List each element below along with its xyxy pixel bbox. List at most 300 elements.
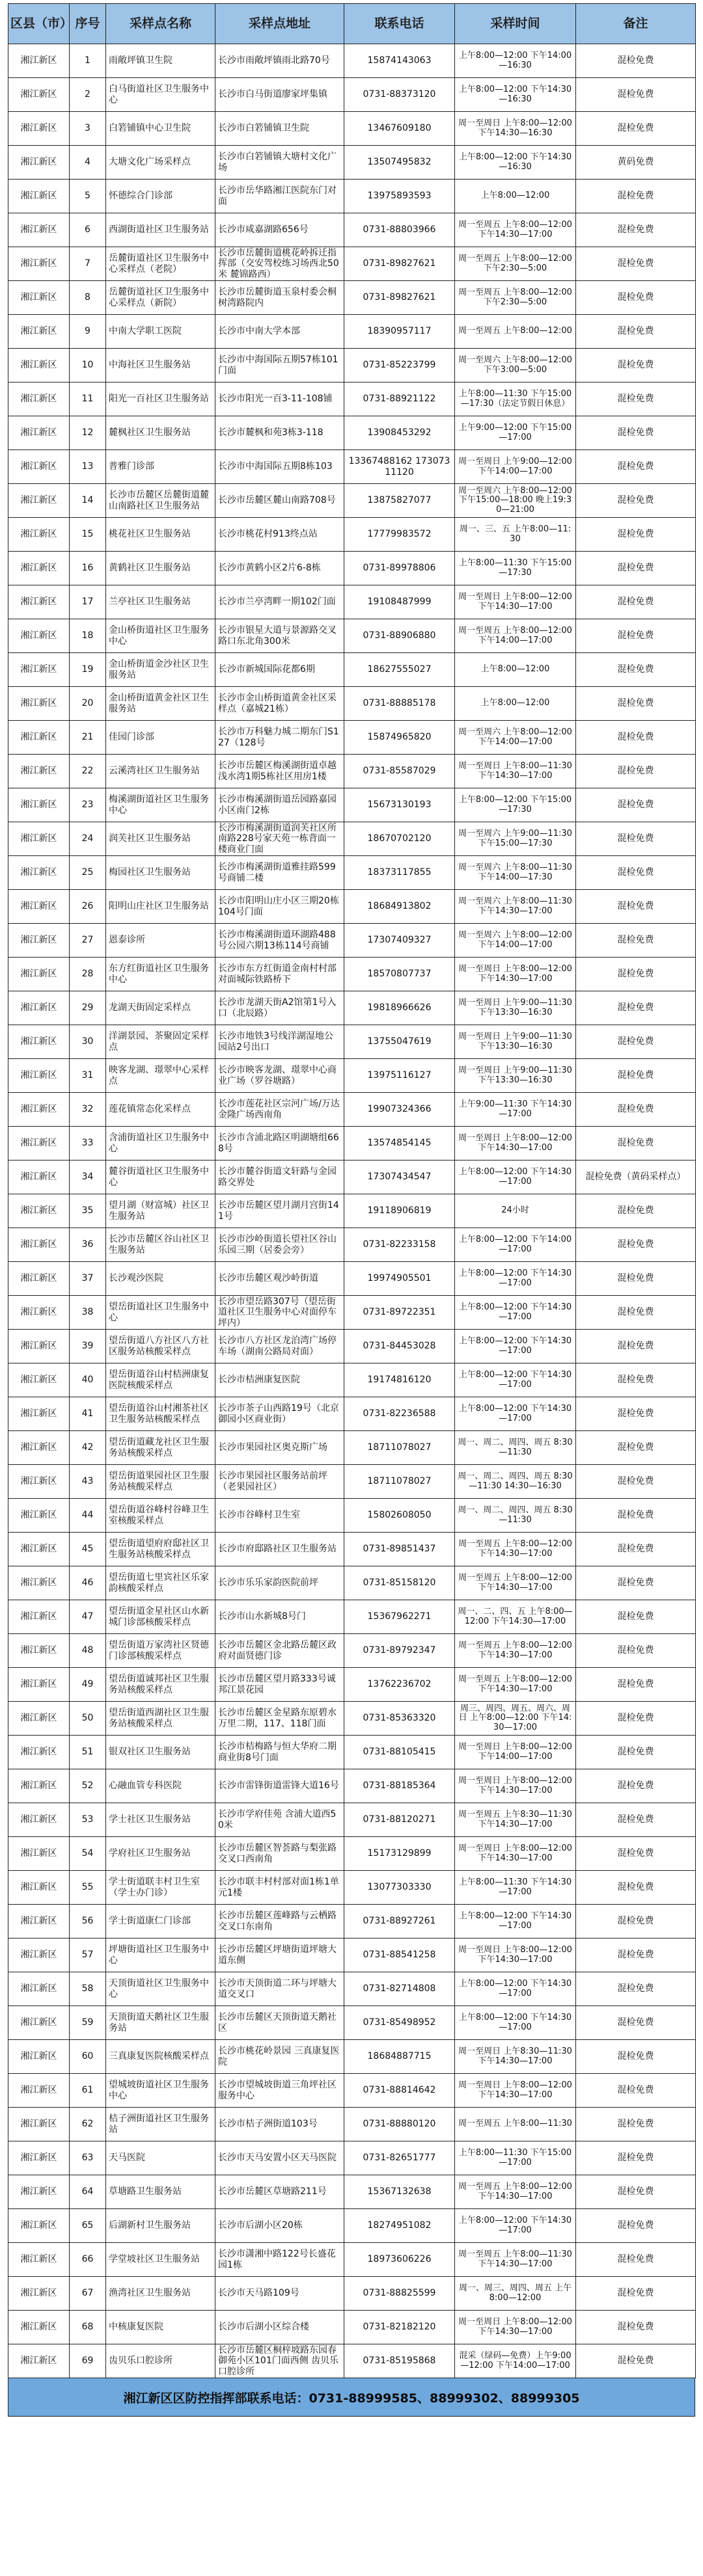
cell-name: 望岳街道果园社区卫生服务站核酸采样点	[106, 1465, 215, 1499]
cell-note: 混检免费	[576, 2006, 696, 2040]
cell-time: 上午8:00—12:00 下午14:30—17:00	[455, 1905, 576, 1939]
cell-phone: 19108487999	[344, 585, 455, 619]
cell-district: 湘江新区	[8, 1668, 70, 1702]
cell-name: 望岳街道社区卫生服务中心	[106, 1296, 215, 1330]
cell-phone: 13975893593	[344, 180, 455, 213]
cell-address: 长沙市中南大学本部	[215, 315, 344, 349]
table-row	[8, 416, 696, 450]
cell-district: 湘江新区	[8, 44, 70, 78]
cell-phone: 19974905501	[344, 1262, 455, 1296]
cell-phone: 0731-88927261	[344, 1905, 455, 1939]
cell-name: 望岳街道诚邦社区卫生服务站核酸采样点	[106, 1668, 215, 1702]
cell-time: 周一至周日 上午8:30—11:30 下午14:30—17:00	[455, 2040, 576, 2074]
cell-phone: 18274951082	[344, 2209, 455, 2243]
table-row	[8, 755, 696, 788]
cell-time: 周一至周五 上午8:00—12:00 下午14:30—17:00	[455, 1566, 576, 1600]
cell-time: 周一至周五 上午8:00—11:30 下午14:30—17:00	[455, 2243, 576, 2277]
cell-name: 望岳街道谷山村桔洲康复医院核酸采样点	[106, 1363, 215, 1397]
cell-district: 湘江新区	[8, 856, 70, 890]
cell-district: 湘江新区	[8, 2141, 70, 2175]
cell-seq: 20	[70, 687, 106, 721]
cell-address: 长沙市咸嘉湖路656号	[215, 213, 344, 247]
table-row	[8, 349, 696, 382]
cell-phone: 19174816120	[344, 1363, 455, 1397]
cell-seq: 34	[70, 1161, 106, 1194]
cell-note: 混检免费	[576, 484, 696, 518]
cell-note: 混检免费	[576, 450, 696, 484]
cell-address: 长沙市黄鹤小区2片6-8栋	[215, 552, 344, 585]
cell-note: 混检免费	[576, 1972, 696, 2006]
cell-note: 混检免费（黄码采样点）	[576, 1161, 696, 1194]
cell-district: 湘江新区	[8, 518, 70, 552]
cell-district: 湘江新区	[8, 1431, 70, 1465]
cell-district: 湘江新区	[8, 1533, 70, 1566]
cell-seq: 39	[70, 1330, 106, 1363]
cell-time: 上午8:00—12:00 下午15:00—17:30	[455, 788, 576, 822]
table-row	[8, 281, 696, 315]
cell-phone: 13367488162 17307311120	[344, 450, 455, 484]
cell-phone: 0731-82182120	[344, 2311, 455, 2344]
table-body	[8, 44, 696, 2378]
cell-address: 长沙市果园社区奥克斯广场	[215, 1431, 344, 1465]
cell-district: 湘江新区	[8, 1600, 70, 1634]
table-row	[8, 721, 696, 755]
cell-name: 望岳街道七里宾社区乐家韵核酸采样点	[106, 1566, 215, 1600]
cell-address: 长沙市桔子洲街道103号	[215, 2108, 344, 2141]
cell-time: 周一至周五 上午8:00—12:00 下午14:30—17:00	[455, 1668, 576, 1702]
table-row	[8, 585, 696, 619]
cell-name: 望岳街道谷峰村谷峰卫生室核酸采样点	[106, 1499, 215, 1533]
table-row	[8, 2074, 696, 2108]
footer-contact: 湘江新区区防控指挥部联系电话：0731-88999585、88999302、88999305	[8, 2378, 695, 2417]
cell-phone: 0731-84453028	[344, 1330, 455, 1363]
cell-note: 混检免费	[576, 112, 696, 146]
cell-note: 混检免费	[576, 1093, 696, 1127]
cell-address: 长沙市梅溪湖街道岳园路嘉园小区南门2栋	[215, 788, 344, 822]
cell-name: 中海社区卫生服务站	[106, 349, 215, 382]
cell-seq: 40	[70, 1363, 106, 1397]
cell-note: 混检免费	[576, 822, 696, 856]
cell-seq: 58	[70, 1972, 106, 2006]
header-phone: 联系电话	[344, 4, 455, 44]
cell-address: 长沙市岳麓区莲峰路与云栖路交叉口东南角	[215, 1905, 344, 1939]
cell-note: 混检免费	[576, 1702, 696, 1736]
cell-address: 长沙市府邸路社区卫生服务站	[215, 1533, 344, 1566]
cell-seq: 55	[70, 1871, 106, 1905]
cell-address: 长沙市岳麓区金星路东原碧水万里二期，117、118门面	[215, 1702, 344, 1736]
table-row	[8, 146, 696, 180]
cell-district: 湘江新区	[8, 585, 70, 619]
header-row	[8, 4, 696, 44]
cell-address: 长沙市梅溪湖街道环湖路488号公园六期13栋114号商铺	[215, 924, 344, 958]
cell-phone: 15173129899	[344, 1837, 455, 1871]
cell-seq: 5	[70, 180, 106, 213]
cell-name: 莲花镇常态化采样点	[106, 1093, 215, 1127]
cell-name: 兰亭社区卫生服务站	[106, 585, 215, 619]
cell-name: 天顶街道社区卫生服务中心	[106, 1972, 215, 2006]
cell-name: 含浦街道社区卫生服务中心	[106, 1127, 215, 1161]
cell-note: 混检免费	[576, 1533, 696, 1566]
cell-district: 湘江新区	[8, 1330, 70, 1363]
cell-time: 上午8:00—12:00 下午14:30—17:00	[455, 1972, 576, 2006]
cell-address: 长沙市乐乐家韵医院前坪	[215, 1566, 344, 1600]
cell-note: 混检免费	[576, 1905, 696, 1939]
cell-address: 长沙市新城国际花都6期	[215, 653, 344, 687]
cell-district: 湘江新区	[8, 1262, 70, 1296]
cell-note: 混检免费	[576, 1025, 696, 1059]
cell-seq: 54	[70, 1837, 106, 1871]
cell-seq: 17	[70, 585, 106, 619]
cell-phone: 17307409327	[344, 924, 455, 958]
cell-phone: 15367132638	[344, 2175, 455, 2209]
cell-address: 长沙市梅溪湖街道润芙社区所南路228号家天苑一栋背面一楼商业门面	[215, 822, 344, 856]
cell-seq: 2	[70, 78, 106, 112]
cell-address: 长沙市金山桥街道黄金社区采样点（嘉城21栋）	[215, 687, 344, 721]
cell-phone: 18684913802	[344, 890, 455, 924]
cell-note: 混检免费	[576, 1059, 696, 1093]
cell-address: 长沙市白箬铺镇大塘村文化广场	[215, 146, 344, 180]
cell-phone: 18973606226	[344, 2243, 455, 2277]
cell-time: 周一至周六 上午8:00—11:30 下午14:30—17:00	[455, 890, 576, 924]
cell-address: 长沙市茶子山西路19号（北京御园小区商业街）	[215, 1397, 344, 1431]
cell-seq: 22	[70, 755, 106, 788]
cell-name: 望城坡街道社区卫生服务中心	[106, 2074, 215, 2108]
cell-seq: 35	[70, 1194, 106, 1228]
cell-phone: 0731-85587029	[344, 755, 455, 788]
cell-seq: 15	[70, 518, 106, 552]
cell-phone: 18627555027	[344, 653, 455, 687]
cell-district: 湘江新区	[8, 2311, 70, 2344]
cell-seq: 61	[70, 2074, 106, 2108]
cell-address: 长沙市莲花社区宗河广场/万达金隆广场西南角	[215, 1093, 344, 1127]
cell-note: 混检免费	[576, 2277, 696, 2311]
cell-time: 周一至周日 上午8:00—12:00 下午14:30—17:00	[455, 1769, 576, 1803]
cell-district: 湘江新区	[8, 1296, 70, 1330]
cell-seq: 3	[70, 112, 106, 146]
cell-note: 混检免费	[576, 1330, 696, 1363]
cell-name: 望岳街道谷山村湘茶社区卫生服务站核酸采样点	[106, 1397, 215, 1431]
cell-time: 周一至周六 上午8:00—12:00 下午14:00—17:00	[455, 721, 576, 755]
cell-note: 混检免费	[576, 2040, 696, 2074]
cell-note: 混检免费	[576, 2108, 696, 2141]
cell-name: 金山桥街道社区卫生服务中心	[106, 619, 215, 653]
cell-name: 麓枫社区卫生服务站	[106, 416, 215, 450]
cell-phone: 0731-88814642	[344, 2074, 455, 2108]
cell-phone: 0731-89827621	[344, 247, 455, 281]
cell-seq: 57	[70, 1939, 106, 1972]
cell-seq: 48	[70, 1634, 106, 1668]
cell-time: 周一至周日 上午9:00—11:30 下午13:30—16:30	[455, 1059, 576, 1093]
cell-note: 混检免费	[576, 1127, 696, 1161]
cell-address: 长沙市岳麓街道桃花岭拆迁指挥部（交安驾校练习场西北50米 麓锦路西）	[215, 247, 344, 281]
cell-phone: 0731-85223799	[344, 349, 455, 382]
cell-time: 周一至周日 上午8:00—12:00 下午14:30—17:00	[455, 2311, 576, 2344]
table-row	[8, 2006, 696, 2040]
cell-phone: 0731-85158120	[344, 1566, 455, 1600]
cell-district: 湘江新区	[8, 213, 70, 247]
table-row	[8, 1939, 696, 1972]
table-row	[8, 991, 696, 1025]
cell-note: 混检免费	[576, 1939, 696, 1972]
cell-address: 长沙市山水新城8号门	[215, 1600, 344, 1634]
cell-name: 金山桥街道金沙社区卫生服务站	[106, 653, 215, 687]
cell-seq: 50	[70, 1702, 106, 1736]
table-row	[8, 1093, 696, 1127]
cell-name: 中核康复医院	[106, 2311, 215, 2344]
cell-district: 湘江新区	[8, 1769, 70, 1803]
cell-district: 湘江新区	[8, 788, 70, 822]
table-row	[8, 788, 696, 822]
cell-district: 湘江新区	[8, 1465, 70, 1499]
table-row	[8, 856, 696, 890]
cell-address: 长沙市岳华路湘江医院东门对面	[215, 180, 344, 213]
cell-district: 湘江新区	[8, 1059, 70, 1093]
cell-note: 混检免费	[576, 1431, 696, 1465]
cell-name: 长沙观沙医院	[106, 1262, 215, 1296]
cell-phone: 0731-89851437	[344, 1533, 455, 1566]
cell-note: 混检免费	[576, 2141, 696, 2175]
cell-phone: 0731-88906880	[344, 619, 455, 653]
cell-phone: 0731-88541258	[344, 1939, 455, 1972]
cell-address: 长沙市岳麓区望月湖月宫街141号	[215, 1194, 344, 1228]
cell-name: 天顶街道天鹅社区卫生服务站	[106, 2006, 215, 2040]
cell-time: 周一至周六 上午9:00—11:30 下午15:00—17:30	[455, 822, 576, 856]
cell-note: 混检免费	[576, 1871, 696, 1905]
cell-name: 学士社区卫生服务站	[106, 1803, 215, 1837]
cell-name: 麓谷街道社区卫生服务中心	[106, 1161, 215, 1194]
cell-time: 上午8:00—11:30 下午15:00—17:30（法定节假日休息）	[455, 382, 576, 416]
cell-time: 周一、周三、周四、周五 上午8:00—12:00	[455, 2277, 576, 2311]
cell-district: 湘江新区	[8, 1127, 70, 1161]
cell-phone: 18684887715	[344, 2040, 455, 2074]
cell-address: 长沙市天顶街道二环与坪塘大道交叉口	[215, 1972, 344, 2006]
table-row	[8, 2141, 696, 2175]
header-seq: 序号	[70, 4, 106, 44]
cell-seq: 10	[70, 349, 106, 382]
cell-note: 混检免费	[576, 78, 696, 112]
table-row	[8, 890, 696, 924]
cell-district: 湘江新区	[8, 2074, 70, 2108]
cell-address: 长沙市麓枫和苑3栋3-118	[215, 416, 344, 450]
cell-note: 混检免费	[576, 315, 696, 349]
cell-district: 湘江新区	[8, 2040, 70, 2074]
cell-note: 混检免费	[576, 653, 696, 687]
cell-note: 混检免费	[576, 416, 696, 450]
cell-name: 后湖新村卫生服务站	[106, 2209, 215, 2243]
cell-time: 周一至周日 上午9:00—12:00 下午14:00—17:00	[455, 450, 576, 484]
cell-note: 混检免费	[576, 1296, 696, 1330]
cell-name: 望岳街道西湖社区卫生服务站核酸采样点	[106, 1702, 215, 1736]
cell-note: 混检免费	[576, 349, 696, 382]
cell-phone: 13908453292	[344, 416, 455, 450]
cell-seq: 53	[70, 1803, 106, 1837]
table-row	[8, 1127, 696, 1161]
cell-phone: 0731-88921122	[344, 382, 455, 416]
table-row	[8, 2209, 696, 2243]
cell-name: 学士街道联丰村卫生室（学士办门诊）	[106, 1871, 215, 1905]
table-row	[8, 1905, 696, 1939]
cell-phone: 15673130193	[344, 788, 455, 822]
cell-seq: 51	[70, 1736, 106, 1769]
table-row	[8, 44, 696, 78]
cell-name: 中南大学职工医院	[106, 315, 215, 349]
cell-phone: 13762236702	[344, 1668, 455, 1702]
cell-name: 佳园门诊部	[106, 721, 215, 755]
cell-district: 湘江新区	[8, 755, 70, 788]
cell-note: 混检免费	[576, 1736, 696, 1769]
cell-time: 上午8:00—12:00 下午14:30—17:00	[455, 1161, 576, 1194]
cell-address: 长沙市望岳路307号（望岳街道社区卫生服务中心对面停车坪内）	[215, 1296, 344, 1330]
cell-phone: 0731-88803966	[344, 213, 455, 247]
cell-address: 长沙市岳麓区麓山南路708号	[215, 484, 344, 518]
cell-district: 湘江新区	[8, 1566, 70, 1600]
cell-address: 长沙市桃花村913终点站	[215, 518, 344, 552]
cell-district: 湘江新区	[8, 1634, 70, 1668]
cell-name: 渔湾社区卫生服务站	[106, 2277, 215, 2311]
cell-note: 混检免费	[576, 552, 696, 585]
table-row	[8, 1059, 696, 1093]
cell-time: 周一至周日 上午8:00—11:30 下午14:30—17:00	[455, 755, 576, 788]
cell-district: 湘江新区	[8, 484, 70, 518]
cell-address: 长沙市地铁3号线洋湖湿地公园站2号出口	[215, 1025, 344, 1059]
header-note: 备注	[576, 4, 696, 44]
cell-district: 湘江新区	[8, 1939, 70, 1972]
cell-address: 长沙市白马街道廖家坪集镇	[215, 78, 344, 112]
cell-district: 湘江新区	[8, 1972, 70, 2006]
cell-seq: 62	[70, 2108, 106, 2141]
header-address: 采样点地址	[215, 4, 344, 44]
cell-seq: 31	[70, 1059, 106, 1093]
table-row	[8, 1668, 696, 1702]
cell-name: 映客龙湖、璟翠中心采样点	[106, 1059, 215, 1093]
cell-note: 混检免费	[576, 1465, 696, 1499]
cell-seq: 6	[70, 213, 106, 247]
cell-time: 周一至周五 上午8:00—12:00 下午2:30—5:00	[455, 247, 576, 281]
cell-district: 湘江新区	[8, 1363, 70, 1397]
cell-seq: 47	[70, 1600, 106, 1634]
cell-time: 周一、三、五 上午8:00—11:30	[455, 518, 576, 552]
cell-phone: 0731-85498952	[344, 2006, 455, 2040]
cell-phone: 0731-88373120	[344, 78, 455, 112]
cell-time: 周一、周二、周四、周五 8:30—11:30	[455, 1499, 576, 1533]
table-row	[8, 2175, 696, 2209]
cell-address: 长沙市果园社区服务站前坪（老果园社区）	[215, 1465, 344, 1499]
cell-name: 望岳街道藏龙社区卫生服务站核酸采样点	[106, 1431, 215, 1465]
cell-note: 混检免费	[576, 890, 696, 924]
cell-address: 长沙市麓谷街道文轩路与金园路交界处	[215, 1161, 344, 1194]
cell-district: 湘江新区	[8, 822, 70, 856]
cell-seq: 67	[70, 2277, 106, 2311]
cell-address: 长沙市岳麓区桐梓坡路东园春御苑小区101门面西侧 齿贝乐口腔诊所	[215, 2344, 344, 2378]
cell-phone: 13975116127	[344, 1059, 455, 1093]
table-row	[8, 1769, 696, 1803]
cell-seq: 27	[70, 924, 106, 958]
cell-name: 望岳街道八方社区八方社区服务站核酸采样点	[106, 1330, 215, 1363]
cell-address: 长沙市岳麓区望月路333号诚邦江景花园	[215, 1668, 344, 1702]
cell-district: 湘江新区	[8, 146, 70, 180]
header-time: 采样时间	[455, 4, 576, 44]
cell-district: 湘江新区	[8, 78, 70, 112]
cell-time: 周一、周二、周四、周五 8:30—11:30	[455, 1431, 576, 1465]
cell-note: 混检免费	[576, 382, 696, 416]
table-row	[8, 822, 696, 856]
cell-note: 混检免费	[576, 991, 696, 1025]
table-row	[8, 653, 696, 687]
table-row	[8, 1228, 696, 1262]
cell-seq: 68	[70, 2311, 106, 2344]
cell-note: 混检免费	[576, 585, 696, 619]
cell-address: 长沙市联丰村村部对面1栋1单元1楼	[215, 1871, 344, 1905]
cell-seq: 25	[70, 856, 106, 890]
cell-time: 上午8:00—12:00	[455, 180, 576, 213]
table-row	[8, 2344, 696, 2378]
cell-phone: 13077303330	[344, 1871, 455, 1905]
cell-address: 长沙市潇湘中路122号长盛花园1栋	[215, 2243, 344, 2277]
cell-note: 混检免费	[576, 1499, 696, 1533]
cell-address: 长沙市桃花岭景园 三真康复医院	[215, 2040, 344, 2074]
sampling-points-sheet	[8, 3, 695, 2417]
cell-time: 上午8:00—11:30 下午14:30—17:00	[455, 1871, 576, 1905]
cell-time: 上午8:00—12:00 下午14:30—17:00	[455, 1397, 576, 1431]
cell-seq: 19	[70, 653, 106, 687]
cell-time: 上午8:00—12:00 下午14:30—17:00	[455, 1330, 576, 1363]
cell-district: 湘江新区	[8, 2243, 70, 2277]
cell-time: 周一至周日 上午8:00—12:00 下午14:00—17:00	[455, 1736, 576, 1769]
table-row	[8, 2311, 696, 2344]
cell-address: 长沙市桔梅路与恒大华府二期商业街8号门面	[215, 1736, 344, 1769]
table-row	[8, 112, 696, 146]
cell-time: 周一至周日 上午8:00—12:00 下午14:30—17:00	[455, 958, 576, 991]
cell-address: 长沙市后湖小区20栋	[215, 2209, 344, 2243]
cell-name: 云溪湾社区卫生服务站	[106, 755, 215, 788]
cell-time: 周一至周五 上午8:00—12:00	[455, 315, 576, 349]
cell-time: 上午8:00—12:00 下午14:30—17:00	[455, 1296, 576, 1330]
cell-time: 上午9:00—11:30 下午14:30—17:00	[455, 1093, 576, 1127]
cell-seq: 33	[70, 1127, 106, 1161]
table-row	[8, 1465, 696, 1499]
cell-address: 长沙市岳麓区坪塘街道坪塘大道东侧	[215, 1939, 344, 1972]
cell-name: 天马医院	[106, 2141, 215, 2175]
cell-seq: 52	[70, 1769, 106, 1803]
cell-name: 望岳街道望府府邸社区卫生服务站核酸采样点	[106, 1533, 215, 1566]
cell-seq: 11	[70, 382, 106, 416]
table-row	[8, 619, 696, 653]
cell-note: 混检免费	[576, 1837, 696, 1871]
cell-time: 上午8:00—12:00	[455, 687, 576, 721]
cell-name: 学府社区卫生服务站	[106, 1837, 215, 1871]
cell-name: 学堂坡社区卫生服务站	[106, 2243, 215, 2277]
cell-district: 湘江新区	[8, 349, 70, 382]
cell-phone: 18670702120	[344, 822, 455, 856]
cell-district: 湘江新区	[8, 1397, 70, 1431]
cell-name: 望岳街道金星社区山水新城门诊部核酸采样点	[106, 1600, 215, 1634]
cell-seq: 44	[70, 1499, 106, 1533]
cell-time: 周一至周五 上午8:00—12:00 下午2:30—5:00	[455, 281, 576, 315]
cell-phone: 13574854145	[344, 1127, 455, 1161]
cell-time: 周一至周五 上午8:00—12:00 下午14:30—17:00	[455, 1533, 576, 1566]
cell-name: 望月湖（财富城）社区卫生服务站	[106, 1194, 215, 1228]
cell-note: 混检免费	[576, 2311, 696, 2344]
cell-phone: 0731-89792347	[344, 1634, 455, 1668]
cell-seq: 16	[70, 552, 106, 585]
header-district: 区县（市）	[8, 4, 70, 44]
cell-note: 混检免费	[576, 755, 696, 788]
table-row	[8, 1736, 696, 1769]
cell-phone: 0731-88120271	[344, 1803, 455, 1837]
cell-phone: 0731-88185364	[344, 1769, 455, 1803]
table-row	[8, 78, 696, 112]
cell-address: 长沙市岳麓区智荟路与梨张路交叉口西南角	[215, 1837, 344, 1871]
